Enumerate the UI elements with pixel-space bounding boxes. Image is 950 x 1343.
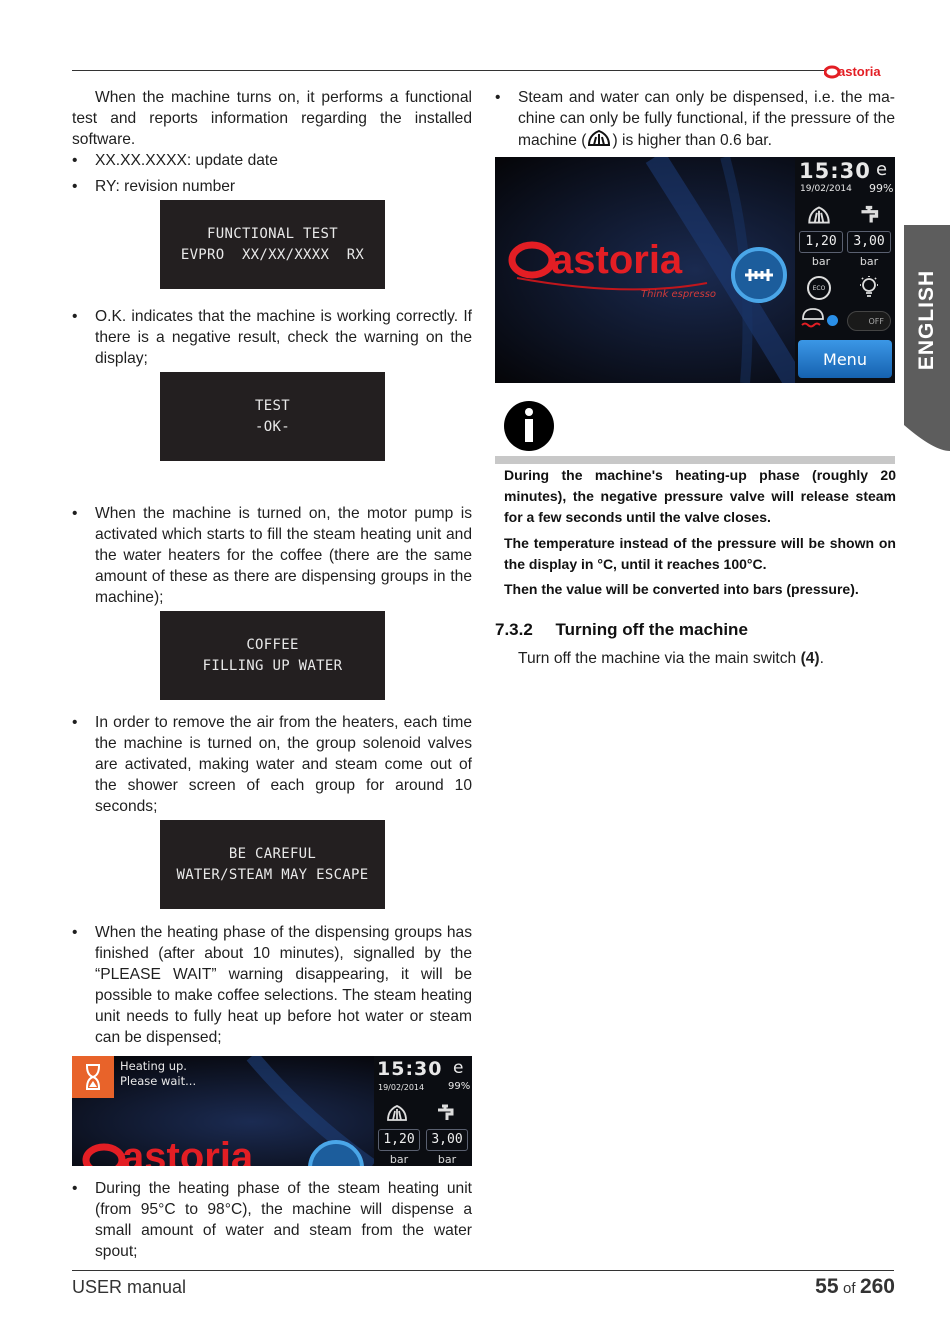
status-panel <box>374 1056 472 1166</box>
lcd-filling-water <box>160 611 385 700</box>
lcd-line: EVPRO XX/XX/XXXX RX <box>180 246 365 263</box>
page-number <box>780 1275 895 1299</box>
water-tap-icon <box>432 1102 458 1124</box>
clock-time: 15:30 <box>799 159 871 183</box>
group-button-icon[interactable] <box>731 247 787 303</box>
pump-paragraph: When the machine is turned on, the motor pump is activated which starts to fill the steam heating unit and the water heaters for the coffee (there are the same amount of these as there are dispensing groups in the machine); <box>95 505 472 606</box>
pressure-paragraph <box>518 87 895 151</box>
water-pressure-value: 3,00 <box>847 231 891 253</box>
svg-text:astoria: astoria <box>122 1135 254 1170</box>
brand-logo-red <box>82 1130 322 1170</box>
off-label: OFF <box>868 316 884 326</box>
svg-text:astoria: astoria <box>838 64 881 79</box>
pressure-text-end: ) is higher than 0.6 bar. <box>612 132 772 149</box>
eco-label: ECO <box>812 284 826 292</box>
menu-label: Menu <box>823 349 867 369</box>
section-number: 7.3.2 <box>495 620 533 639</box>
clock-time: 15:30 <box>377 1058 443 1080</box>
lcd-line: WATER/STEAM MAY ESCAPE <box>176 866 369 883</box>
list-item: • <box>495 89 501 106</box>
lightbulb-icon[interactable] <box>857 275 881 301</box>
page-current: 55 <box>815 1275 839 1298</box>
list-item: • <box>72 505 78 522</box>
section-title: Turning off the machine <box>555 620 748 639</box>
note-paragraph: During the machine's heating-up phase (roughly 20 minutes), the negative pressure valve will release steam for a few seconds until the valve closes. <box>504 467 896 525</box>
note-paragraph: The temperature instead of the pressure will be shown on the display in °C, until it reaches 100°C. <box>504 535 896 572</box>
info-icon <box>503 400 555 452</box>
footer-title: USER manual <box>72 1277 187 1297</box>
pressure-text-start: Steam and water can only be dispensed, i.e. the ma-chine can only be fully functional, if the pressure of the machine ( <box>518 89 895 149</box>
svg-text:astoria: astoria <box>551 238 683 282</box>
language-tab-label: ENGLISH <box>915 269 938 371</box>
brand-tagline: Think espresso <box>641 289 717 300</box>
clock-date: 19/02/2014 <box>800 184 852 194</box>
intro-paragraph: When the machine turns on, it performs a functional test and reports information regarding the installed software. <box>72 89 472 148</box>
energy-percent: 99% <box>869 182 894 195</box>
water-unit: bar <box>859 255 879 268</box>
menu-button[interactable] <box>798 340 892 378</box>
list-item: • <box>72 178 78 195</box>
lcd-line: TEST <box>255 397 290 414</box>
air-paragraph: In order to remove the air from the heaters, each time the machine is turned on, the group solenoid valves are activated, making water and steam come out of the shower screen of each group for around 10 seconds; <box>95 714 472 815</box>
steam-icon <box>384 1102 410 1124</box>
group-icon <box>742 265 776 285</box>
status-dot <box>827 315 838 326</box>
home-screen <box>495 157 895 383</box>
footer-rule <box>72 1270 894 1271</box>
ok-paragraph: O.K. indicates that the machine is working correctly. If there is a negative result, check the warning on the display; <box>95 308 472 367</box>
hourglass-icon-box <box>72 1056 114 1098</box>
header-rule <box>72 70 824 71</box>
steam-pressure-value: 1,20 <box>799 231 843 253</box>
list-item: XX.XX.XXXX: update date <box>95 152 278 169</box>
hourglass-icon <box>72 1056 114 1098</box>
water-pressure-value: 3,00 <box>426 1129 468 1151</box>
lcd-line: -OK- <box>255 418 290 435</box>
water-unit: bar <box>437 1153 457 1166</box>
steam-unit: bar <box>811 255 831 268</box>
note-paragraph: Then the value will be converted into bars (pressure). <box>504 581 859 597</box>
lcd-functional-test <box>160 200 385 289</box>
energy-label: e <box>876 159 888 180</box>
turnoff-ref: (4) <box>800 650 820 667</box>
lcd-line: COFFEE <box>246 636 299 653</box>
turnoff-text: Turn off the machine via the main switch <box>518 650 801 667</box>
heating-paragraph: When the heating phase of the dispensing groups has finished (after about 10 minutes), signalled by the “PLEASE WAIT” warning disappearing, it will be possible to make coffee selections. The steam heating unit needs to fully heat up before hot water or steam can be dispensed; <box>95 924 472 1046</box>
turnoff-end: . <box>819 650 824 667</box>
energy-label: e <box>453 1058 464 1078</box>
page-of: of <box>842 1280 856 1297</box>
eco-button[interactable] <box>807 276 831 300</box>
heating-message <box>120 1059 196 1089</box>
lcd-line: BE CAREFUL <box>228 845 317 862</box>
water-tap-icon[interactable] <box>855 203 883 227</box>
astoria-logo <box>824 63 896 80</box>
list-item: • <box>72 1180 78 1197</box>
list-item: • <box>72 308 78 325</box>
lcd-be-careful <box>160 820 385 909</box>
page-total: 260 <box>859 1275 895 1298</box>
lcd-test-ok <box>160 372 385 461</box>
clock-date: 19/02/2014 <box>378 1083 425 1092</box>
heating-message-line: Please wait... <box>120 1074 197 1088</box>
steam-icon[interactable] <box>805 203 833 227</box>
steam-heating-paragraph: During the heating phase of the steam heating unit (from 95°C to 98°C), the machine will dispense a small amount of water and steam from the water spout; <box>95 1180 472 1260</box>
heating-message-line: Heating up. <box>120 1059 187 1073</box>
cup-warmer-icon[interactable] <box>799 305 829 331</box>
lcd-line: FUNCTIONAL TEST <box>207 225 338 242</box>
lcd-line: FILLING UP WATER <box>202 657 343 674</box>
steam-unit: bar <box>389 1153 409 1166</box>
steam-icon <box>586 129 612 148</box>
note-divider <box>495 456 895 464</box>
section-heading <box>495 620 748 640</box>
list-item: • <box>72 924 78 941</box>
steam-pressure-value: 1,20 <box>378 1129 420 1151</box>
list-item: • <box>72 714 78 731</box>
energy-percent: 99% <box>448 1081 471 1092</box>
status-panel <box>795 157 895 383</box>
list-item: RY: revision number <box>95 178 236 195</box>
turnoff-paragraph <box>518 648 895 669</box>
list-item: • <box>72 152 78 169</box>
off-toggle[interactable] <box>847 311 891 331</box>
heating-screen <box>72 1056 472 1170</box>
